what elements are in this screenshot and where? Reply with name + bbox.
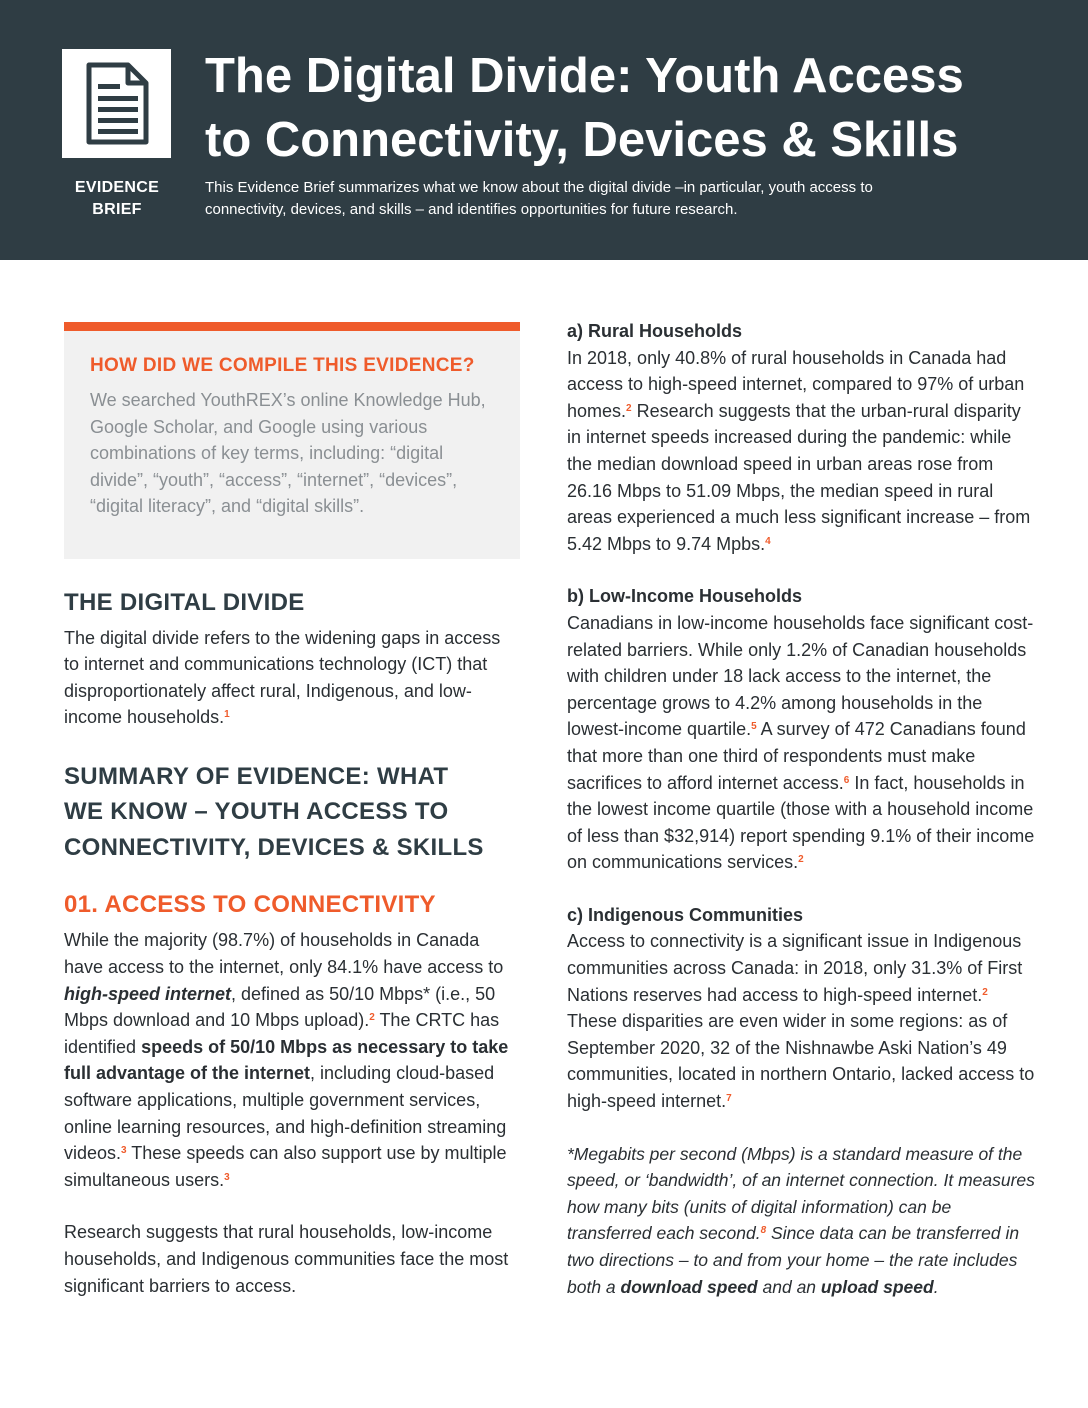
- access-heading: 01. ACCESS TO CONNECTIVITY: [64, 891, 436, 919]
- ref-marker: 2: [982, 986, 988, 998]
- access-emphasis: high-speed internet: [64, 983, 232, 1004]
- callout-title: HOW DID WE COMPILE THIS EVIDENCE?: [90, 355, 475, 376]
- rural-heading: a) Rural Households: [567, 321, 743, 341]
- digital-divide-body: [64, 625, 520, 731]
- title-line1: The Digital Divide: Youth Access: [205, 49, 964, 103]
- ref-marker: 3: [121, 1145, 127, 1157]
- ref-marker: 6: [843, 774, 850, 786]
- brief-label-line2: BRIEF: [92, 201, 142, 218]
- access-paragraph-2: Research suggests that rural households, low-income households, and Indigenous communities face the most significant barriers to access.: [64, 1222, 509, 1296]
- footnote-bold: upload speed: [820, 1276, 934, 1297]
- ref-marker: 4: [765, 535, 771, 547]
- digital-divide-text: The digital divide refers to the widening gaps in access to internet and communications technology (ICT) that disproportionately affect rural, Indigenous, and low-income households.: [64, 627, 501, 728]
- access-text: These speeds can also support use by multiple simultaneous users.: [64, 1143, 507, 1190]
- access-text: , defined as 50/10 Mbps* (i.e., 50 Mbps download and 10 Mbps upload).: [64, 983, 496, 1031]
- low-income-heading: b) Low-Income Households: [567, 586, 803, 607]
- digital-divide-heading: THE DIGITAL DIVIDE: [64, 589, 305, 616]
- title-line2: to Connectivity, Devices & Skills: [205, 113, 959, 167]
- footnote-text: *Megabits per second (Mbps) is a standard measure of the speed, or ‘bandwidth’, of an internet connection. It measures how many bits (units of digital information) can be transferred each second.: [567, 1143, 1035, 1244]
- callout-body: We searched YouthREX’s online Knowledge Hub, Google Scholar, and Google using various combinations of key terms, including: “digital divide”, “youth”, “access”, “internet”, “devices”, “digital literacy”, and “digital skills”.: [90, 390, 486, 516]
- footnote-text: .: [933, 1276, 939, 1297]
- access-bold: speeds of 50/10 Mbps as necessary to take full advantage of the internet: [64, 1036, 509, 1084]
- rural-text: Research suggests that the urban-rural disparity in internet speeds increased during the pandemic: while the median download speed in urban areas rose from 26.16 Mbps to 51.09 Mbps, the median speed in rural areas experienced a much less significant increase – from 5.42 Mbps to 9.74 Mpbs.: [567, 400, 1031, 554]
- low-income-text: In fact, households in the lowest income quartile (those with a household income of less than $32,914) report spending 9.1% of their income on communications services.: [567, 772, 1035, 873]
- summary-heading: [64, 759, 520, 866]
- ref-marker: 5: [751, 721, 757, 733]
- indigenous-text: These disparities are even wider in some regions: as of September 2020, 32 of the Nishnawbe Aski Nation’s 49 communities, located in northern Ontario, lacked access to high-speed internet.: [567, 1011, 1035, 1112]
- footnote-text: and an: [757, 1276, 821, 1297]
- access-text: , including cloud-based software applications, multiple government services, online learning resources, and high-definition streaming videos.: [64, 1063, 507, 1164]
- footnote-bold: download speed: [620, 1276, 758, 1297]
- document-icon: [84, 62, 150, 146]
- access-text: While the majority (98.7%) of households in Canada have access to the internet, only 84.1% have access to: [64, 930, 504, 977]
- rural-text: In 2018, only 40.8% of rural households in Canada had access to high-speed internet, compared to 97% of urban homes.: [567, 347, 1025, 421]
- header-banner: [0, 0, 1088, 260]
- indigenous-body: [567, 928, 1037, 1114]
- document-icon-box: [62, 49, 171, 158]
- low-income-body: [567, 610, 1037, 876]
- ref-marker: 8: [760, 1225, 767, 1237]
- page-title: [205, 44, 1065, 172]
- ref-marker: 2: [626, 402, 632, 414]
- summary-heading-line1: SUMMARY OF EVIDENCE: WHAT: [64, 762, 449, 790]
- access-paragraph-1: [64, 927, 520, 1193]
- indigenous-heading: c) Indigenous Communities: [567, 904, 804, 925]
- rural-body: [567, 345, 1037, 558]
- methods-callout: [64, 322, 520, 559]
- ref-marker: 2: [798, 854, 804, 866]
- summary-heading-line2: WE KNOW – YOUTH ACCESS TO: [64, 798, 449, 826]
- summary-heading-line3: CONNECTIVITY, DEVICES & SKILLS: [64, 833, 484, 861]
- right-column: [567, 318, 1037, 1300]
- low-income-text: Canadians in low-income households face significant cost-related barriers. While only 1.2% of Canadian households with children under 18 lack access to the internet, the percentage grows to 4.2% among households in the lowest-income quartile.: [567, 612, 1034, 740]
- ref-marker: 7: [726, 1093, 732, 1105]
- indigenous-text: Access to connectivity is a significant issue in Indigenous communities across Canada: in 2018, only 31.3% of First Nations reserves had access to high-speed internet.: [567, 931, 1023, 1005]
- page-subtitle: This Evidence Brief summarizes what we know about the digital divide –in particular, youth access to connectivity, devices, and skills – and identifies opportunities for future research.: [205, 179, 873, 218]
- left-column: [64, 322, 520, 1299]
- brief-label-line1: EVIDENCE: [74, 179, 160, 196]
- access-text: The CRTC has identified: [64, 1010, 500, 1057]
- footnote-text: Since data can be transferred in two directions – to and from your home – the rate includes both a: [567, 1223, 1020, 1297]
- ref-marker: 2: [369, 1012, 375, 1024]
- evidence-brief-label: [62, 177, 172, 221]
- mbps-footnote: [567, 1141, 1037, 1301]
- ref-marker: 3: [224, 1171, 230, 1183]
- low-income-text: A survey of 472 Canadians found that more than one third of respondents must make sacrifices to afford internet access.: [567, 719, 1026, 793]
- ref-marker: 1: [224, 709, 230, 721]
